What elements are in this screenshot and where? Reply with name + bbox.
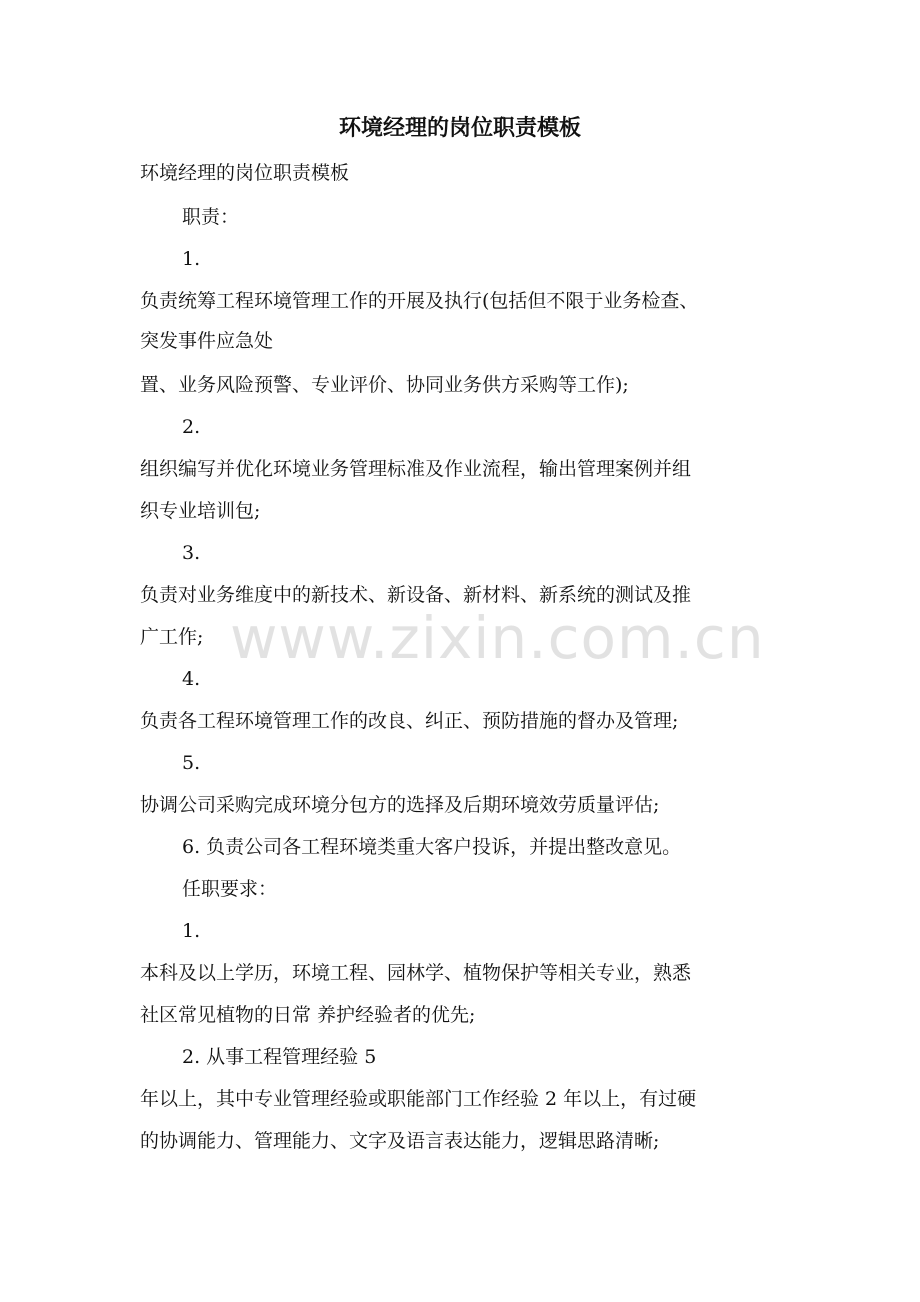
document-title: 环境经理的岗位职责模板 <box>338 115 581 141</box>
requirements-heading: 任职要求： <box>182 878 278 900</box>
requirement-text-line: 的协调能力、管理能力、文字及语言表达能力，逻辑思路清晰; <box>140 1130 660 1152</box>
duty-number-4: 4. <box>182 668 201 690</box>
duty-number-3: 3. <box>182 542 201 564</box>
requirement-item-2: 2. 从事工程管理经验 5 <box>182 1046 377 1068</box>
requirement-number-1: 1. <box>182 920 201 942</box>
duty-number-1: 1. <box>182 248 201 270</box>
subtitle-line: 环境经理的岗位职责模板 <box>140 162 350 184</box>
duty-item-6: 6. 负责公司各工程环境类重大客户投诉，并提出整改意见。 <box>182 836 682 858</box>
duty-text-line: 突发事件应急处 <box>140 330 274 352</box>
duty-number-2: 2. <box>182 416 201 438</box>
requirement-text-line: 社区常见植物的日常 养护经验者的优先; <box>140 1004 476 1026</box>
duty-text-line: 组织编写并优化环境业务管理标准及作业流程，输出管理案例并组 <box>140 458 692 480</box>
duty-text-line: 置、业务风险预警、专业评价、协同业务供方采购等工作); <box>140 374 629 396</box>
duties-heading: 职责： <box>182 206 240 228</box>
requirement-text-line: 本科及以上学历，环境工程、园林学、植物保护等相关专业，熟悉 <box>140 962 692 984</box>
duty-number-5: 5. <box>182 752 201 774</box>
duty-text-line: 广工作; <box>140 626 204 648</box>
watermark: www.zixin.com.cn <box>230 604 765 672</box>
duty-text-line: 负责各工程环境管理工作的改良、纠正、预防措施的督办及管理; <box>140 710 679 732</box>
duty-text-line: 负责对业务维度中的新技术、新设备、新材料、新系统的测试及推 <box>140 584 692 606</box>
duty-text-line: 负责统筹工程环境管理工作的开展及执行(包括但不限于业务检查、 <box>140 290 699 312</box>
requirement-text-line: 年以上，其中专业管理经验或职能部门工作经验 2 年以上，有过硬 <box>140 1088 697 1110</box>
duty-text-line: 协调公司采购完成环境分包方的选择及后期环境效劳质量评估; <box>140 794 660 816</box>
duty-text-line: 织专业培训包; <box>140 500 261 522</box>
